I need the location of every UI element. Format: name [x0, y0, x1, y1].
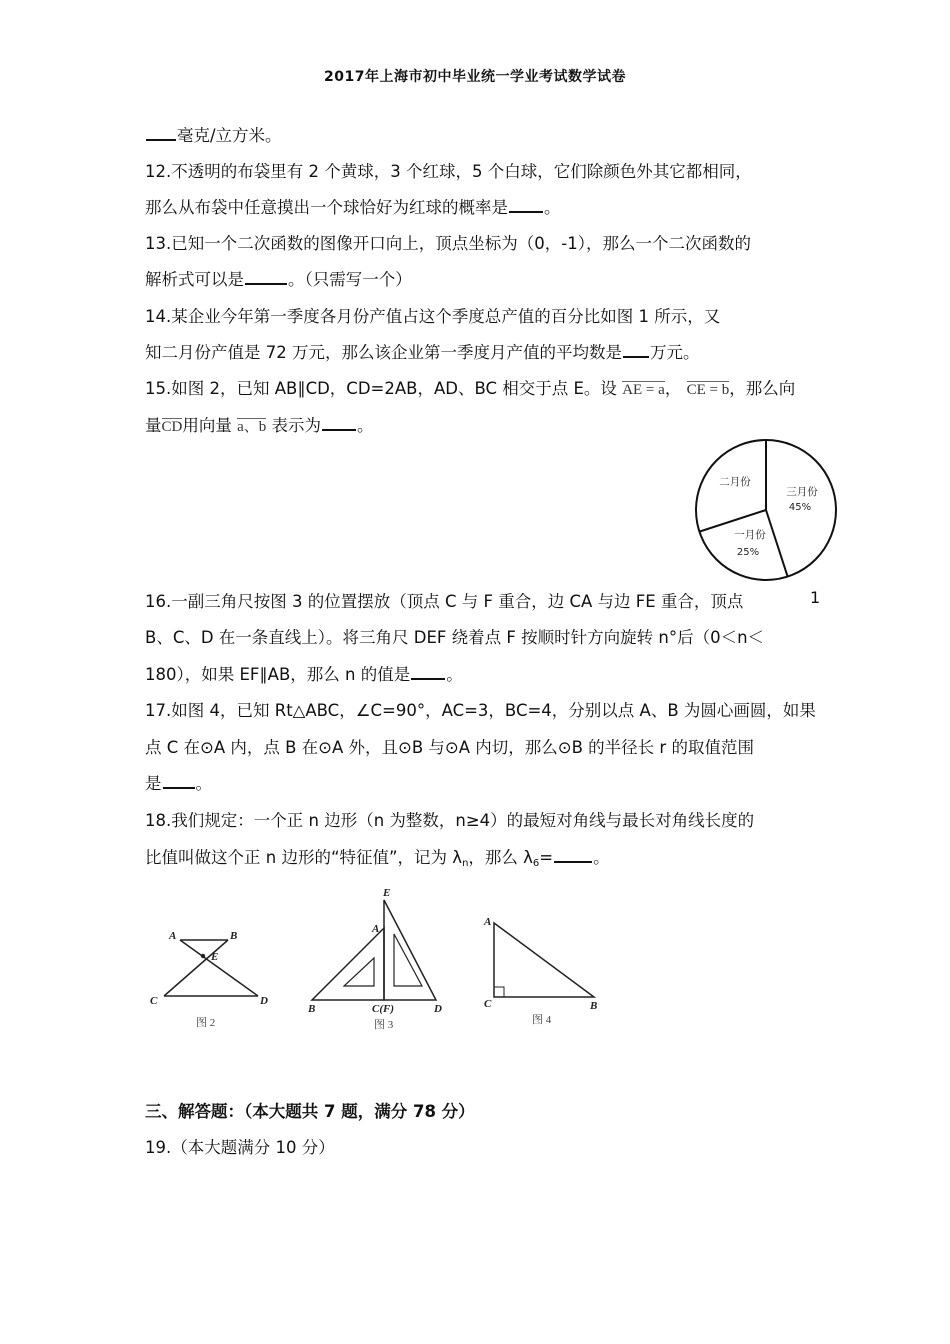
q15-line-2 [145, 414, 374, 438]
label-cf: C(F) [372, 1003, 394, 1015]
figure-2-caption: 图 2 [196, 1017, 216, 1029]
label-a: A [169, 930, 177, 942]
label-a: A [372, 923, 380, 935]
subscript-6: 6 [532, 858, 540, 869]
q13-text: 解析式可以是 [145, 270, 244, 289]
answer-blank [322, 415, 356, 431]
q18-end: 。 [593, 848, 610, 867]
slice-percent-january: 25% [736, 547, 760, 558]
triangle-acb [494, 923, 594, 997]
label-d: D [434, 1003, 442, 1015]
q12-line-1: 12.不透明的布袋里有 2 个黄球，3 个红球，5 个白球，它们除颜色外其它都相同， [145, 162, 752, 181]
answer-blank [623, 342, 649, 358]
q18-text-b: ，那么 λ [468, 848, 533, 867]
vectors-a-b: a、b [237, 419, 267, 435]
label-c: C [150, 995, 158, 1007]
answer-blank [245, 269, 287, 285]
q14-text: 知二月份产值是 72 万元，那么该企业第一季度月产值的平均数是 [145, 343, 622, 362]
q17-line-3 [145, 772, 212, 796]
answer-blank [411, 664, 445, 680]
q11-tail [145, 124, 282, 148]
q12-end: 。 [544, 198, 561, 217]
q17-text: 是 [145, 774, 162, 793]
q17-line-2: 点 C 在⊙A 内，点 B 在⊙A 外，且⊙B 与⊙A 内切，那么⊙B 的半径长 r 的取值范围 [145, 738, 754, 757]
q16-line-1: 16.一副三角尺按图 3 的位置摆放（顶点 C 与 F 重合，边 CA 与边 FE 重合，顶点 [145, 592, 744, 611]
q13-line-1: 13.已知一个二次函数的图像开口向上，顶点坐标为（0，-1），那么一个二次函数的 [145, 234, 751, 253]
q15-line-1 [145, 377, 795, 401]
answer-blank [163, 773, 195, 789]
label-b: B [230, 930, 238, 942]
subscript-n: n [462, 858, 469, 869]
label-c: C [484, 998, 492, 1010]
figure-2-diagram [140, 918, 280, 1038]
q14-line-2 [145, 341, 700, 365]
q16-line-2: B、C、D 在一条直线上）。将三角尺 DEF 绕着点 F 按顺时针方向旋转 n°后（0＜n＜ [145, 628, 765, 647]
figure-3-diagram [300, 882, 460, 1042]
q19-header: 19.（本大题满分 10 分） [145, 1138, 335, 1157]
q13-line-2 [145, 268, 412, 292]
q15-text-d: 用向量 [182, 416, 232, 435]
triangle-abc [312, 928, 384, 1000]
q13-end: 。（只需写一个） [288, 270, 412, 289]
q15-text: 15.如图 2，已知 AB∥CD，CD=2AB，AD、BC 相交于点 E。设 [145, 379, 617, 398]
slice-label-january: 一月份 [734, 529, 766, 541]
label-e: E [383, 887, 391, 899]
label-d: D [260, 995, 268, 1007]
q12-line-2 [145, 196, 561, 220]
vector-cd: CD [161, 419, 183, 435]
label-e: E [211, 951, 219, 963]
q14-line-1: 14.某企业今年第一季度各月份产值占这个季度总产值的百分比如图 1 所示，又 [145, 307, 721, 326]
slice-label-february: 二月份 [719, 476, 751, 488]
pie-chart-figure-1 [690, 435, 850, 607]
q15-text-b: ，那么向 [729, 379, 796, 398]
q18-eq: = [539, 848, 554, 867]
q18-line-1: 18.我们规定：一个正 n 边形（n 为整数，n≥4）的最短对角线与最长对角线长度的 [145, 811, 755, 830]
q18-line-2 [145, 846, 610, 876]
page-title: 2017年上海市初中毕业统一学业考试数学试卷 [324, 69, 626, 85]
slice-percent-march: 45% [788, 502, 812, 513]
q15-text-c: 量 [145, 416, 162, 435]
figure-3-caption: 图 3 [374, 1019, 394, 1031]
vector-ce: CE = b [686, 382, 730, 398]
figure-4-diagram [478, 905, 608, 1035]
q15-text-e: 表示为 [271, 416, 322, 435]
vector-ae: AE = a [622, 382, 665, 398]
section-3-heading: 三、解答题：（本大题共 7 题，满分 78 分） [145, 1102, 475, 1121]
label-b: B [590, 1000, 598, 1012]
label-b: B [308, 1003, 316, 1015]
figure-number: 1 [810, 588, 821, 607]
point-e [201, 954, 205, 958]
triangle-abc-inner [344, 958, 374, 986]
triangle-def-inner [394, 934, 422, 986]
q15-sep: ， [664, 379, 682, 398]
slice-label-march: 三月份 [786, 486, 818, 498]
q15-end: 。 [357, 416, 374, 435]
q14-end: 万元。 [650, 343, 700, 362]
q11-text: 毫克/立方米。 [177, 126, 282, 145]
q16-line-3 [145, 663, 463, 687]
answer-blank [509, 197, 543, 213]
answer-blank [554, 847, 592, 863]
figure-4-caption: 图 4 [532, 1014, 552, 1026]
q17-line-1: 17.如图 4，已知 Rt△ABC，∠C=90°，AC=3，BC=4，分别以点 A、B 为圆心画圆，如果 [145, 701, 816, 720]
right-angle-mark [494, 987, 504, 997]
triangle-def [384, 900, 436, 1000]
q12-text: 那么从布袋中任意摸出一个球恰好为红球的概率是 [145, 198, 508, 217]
q17-end: 。 [195, 774, 212, 793]
label-a: A [484, 916, 492, 928]
q16-end: 。 [446, 665, 463, 684]
q16-text: 180），如果 EF∥AB，那么 n 的值是 [145, 665, 411, 684]
answer-blank [146, 125, 176, 141]
q18-text: 比值叫做这个正 n 边形的“特征值”，记为 λ [145, 848, 463, 867]
